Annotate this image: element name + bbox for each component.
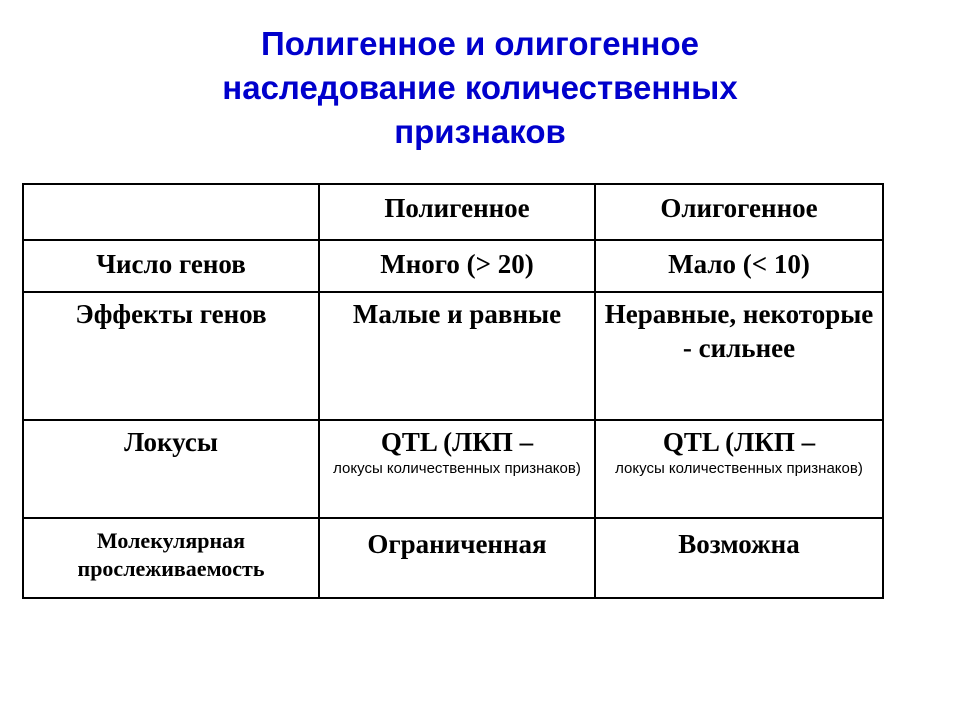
header-oligogenic: Олигогенное	[595, 184, 883, 240]
cell-oligo-gene-effects: Неравные, некоторые - сильнее	[595, 292, 883, 420]
cell-oligo-loci	[595, 420, 883, 518]
cell-poly-loci	[319, 420, 595, 518]
row-label-gene-effects: Эффекты генов	[23, 292, 319, 420]
title-line-1: Полигенное и олигогенное	[261, 25, 699, 62]
table-header-row	[23, 184, 883, 240]
row-label-gene-count: Число генов	[23, 240, 319, 292]
title-line-3: признаков	[394, 113, 566, 150]
header-empty-cell	[23, 184, 319, 240]
table-row	[23, 420, 883, 518]
cell-poly-loci-note: локусы количественных признаков)	[333, 460, 581, 477]
row-label-loci: Локусы	[23, 420, 319, 518]
cell-poly-gene-count: Много (> 20)	[319, 240, 595, 292]
cell-oligo-molecular-traceability: Возможна	[595, 518, 883, 598]
table-row	[23, 240, 883, 292]
slide-title	[0, 22, 960, 154]
table-row	[23, 292, 883, 420]
cell-oligo-loci-main: QTL (ЛКП –	[662, 427, 816, 457]
header-polygenic: Полигенное	[319, 184, 595, 240]
cell-oligo-gene-count: Мало (< 10)	[595, 240, 883, 292]
row-label-molecular-traceability: Молекулярная прослеживаемость	[23, 518, 319, 598]
cell-poly-molecular-traceability: Ограниченная	[319, 518, 595, 598]
title-line-2: наследование количественных	[222, 69, 738, 106]
cell-poly-gene-effects: Малые и равные	[319, 292, 595, 420]
comparison-table	[22, 183, 884, 599]
table-row	[23, 518, 883, 598]
cell-oligo-loci-note: локусы количественных признаков)	[615, 460, 863, 477]
cell-poly-loci-main: QTL (ЛКП –	[380, 427, 534, 457]
